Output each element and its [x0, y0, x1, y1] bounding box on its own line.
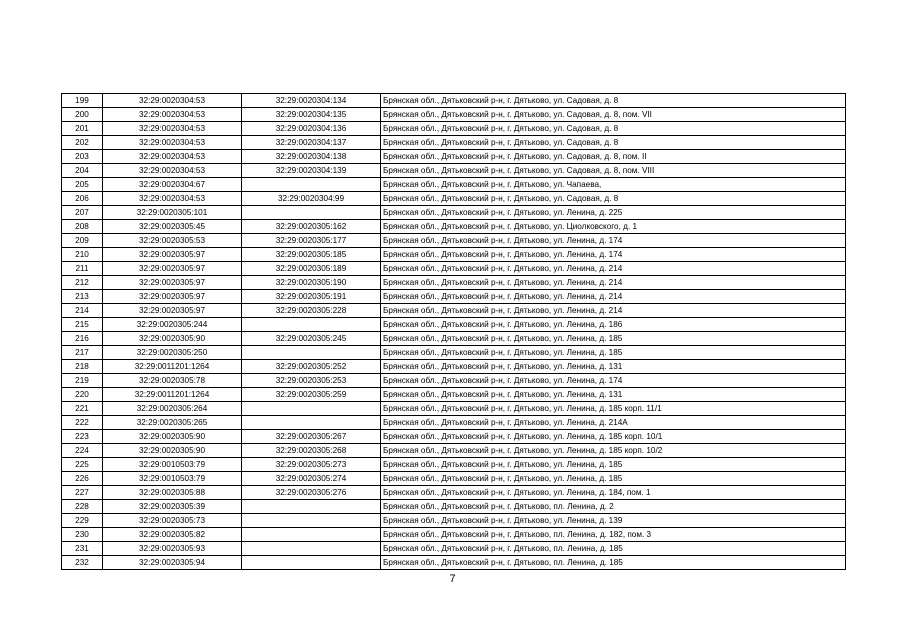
row-number-cell: 220 — [62, 388, 103, 402]
table-row — [62, 136, 846, 150]
cadastral-number-cell: 32:29:0020304:53 — [103, 164, 242, 178]
cadastral-number-cell: 32:29:0020305:90 — [103, 430, 242, 444]
row-number-cell: 219 — [62, 374, 103, 388]
cadastral-number-cell: 32:29:0020305:53 — [103, 234, 242, 248]
table-row — [62, 402, 846, 416]
object-number-cell: 32:29:0020304:138 — [242, 150, 381, 164]
object-number-cell: 32:29:0020304:134 — [242, 94, 381, 108]
object-number-cell: 32:29:0020305:177 — [242, 234, 381, 248]
table-row — [62, 276, 846, 290]
row-number-cell: 208 — [62, 220, 103, 234]
cadastral-number-cell: 32:29:0020304:53 — [103, 150, 242, 164]
object-number-cell: 32:29:0020305:228 — [242, 304, 381, 318]
cadastral-number-cell: 32:29:0020305:97 — [103, 248, 242, 262]
table-row — [62, 94, 846, 108]
table-row — [62, 416, 846, 430]
address-cell: Брянская обл., Дятьковский р-н, г. Дятьково, ул. Ленина, д. 185 — [381, 458, 846, 472]
table-row — [62, 360, 846, 374]
cadastral-number-cell: 32:29:0020305:90 — [103, 332, 242, 346]
cadastral-number-cell: 32:29:0020305:73 — [103, 514, 242, 528]
row-number-cell: 207 — [62, 206, 103, 220]
object-number-cell: 32:29:0020305:267 — [242, 430, 381, 444]
row-number-cell: 217 — [62, 346, 103, 360]
object-number-cell — [242, 318, 381, 332]
address-cell: Брянская обл., Дятьковский р-н, г. Дятьково, ул. Циолковского, д. 1 — [381, 220, 846, 234]
registry-table-body — [62, 94, 846, 570]
object-number-cell — [242, 402, 381, 416]
object-number-cell: 32:29:0020305:268 — [242, 444, 381, 458]
table-row — [62, 206, 846, 220]
row-number-cell: 205 — [62, 178, 103, 192]
cadastral-number-cell: 32:29:0010503:79 — [103, 458, 242, 472]
address-cell: Брянская обл., Дятьковский р-н, г. Дятьково, ул. Ленина, д. 214 — [381, 262, 846, 276]
address-cell: Брянская обл., Дятьковский р-н, г. Дятьково, ул. Ленина, д. 186 — [381, 318, 846, 332]
object-number-cell: 32:29:0020305:162 — [242, 220, 381, 234]
row-number-cell: 199 — [62, 94, 103, 108]
table-row — [62, 332, 846, 346]
address-cell: Брянская обл., Дятьковский р-н, г. Дятьково, ул. Ленина, д. 174 — [381, 234, 846, 248]
table-row — [62, 556, 846, 570]
cadastral-number-cell: 32:29:0020304:53 — [103, 192, 242, 206]
table-row — [62, 234, 846, 248]
object-number-cell: 32:29:0020305:189 — [242, 262, 381, 276]
cadastral-number-cell: 32:29:0020305:264 — [103, 402, 242, 416]
address-cell: Брянская обл., Дятьковский р-н, г. Дятьково, ул. Ленина, д. 185 корп. 10/2 — [381, 444, 846, 458]
table-row — [62, 500, 846, 514]
row-number-cell: 228 — [62, 500, 103, 514]
row-number-cell: 204 — [62, 164, 103, 178]
object-number-cell — [242, 346, 381, 360]
cadastral-number-cell: 32:29:0020305:244 — [103, 318, 242, 332]
row-number-cell: 213 — [62, 290, 103, 304]
object-number-cell: 32:29:0020305:253 — [242, 374, 381, 388]
cadastral-number-cell: 32:29:0020305:78 — [103, 374, 242, 388]
object-number-cell: 32:29:0020304:137 — [242, 136, 381, 150]
table-row — [62, 164, 846, 178]
table-row — [62, 318, 846, 332]
address-cell: Брянская обл., Дятьковский р-н, г. Дятьково, ул. Ленина, д. 185 корп. 10/1 — [381, 430, 846, 444]
cadastral-number-cell: 32:29:0020304:53 — [103, 136, 242, 150]
object-number-cell — [242, 206, 381, 220]
table-row — [62, 150, 846, 164]
object-number-cell: 32:29:0020305:273 — [242, 458, 381, 472]
address-cell: Брянская обл., Дятьковский р-н, г. Дятьково, пл. Ленина, д. 182, пом. 3 — [381, 528, 846, 542]
row-number-cell: 212 — [62, 276, 103, 290]
cadastral-number-cell: 32:29:0020305:97 — [103, 304, 242, 318]
row-number-cell: 214 — [62, 304, 103, 318]
page-number: 7 — [449, 573, 456, 585]
address-cell: Брянская обл., Дятьковский р-н, г. Дятьково, ул. Ленина, д. 214 — [381, 304, 846, 318]
table-row — [62, 514, 846, 528]
row-number-cell: 221 — [62, 402, 103, 416]
table-row — [62, 458, 846, 472]
address-cell: Брянская обл., Дятьковский р-н, г. Дятьково, ул. Ленина, д. 184, пом. 1 — [381, 486, 846, 500]
address-cell: Брянская обл., Дятьковский р-н, г. Дятьково, ул. Ленина, д. 214А — [381, 416, 846, 430]
address-cell: Брянская обл., Дятьковский р-н, г. Дятьково, ул. Ленина, д. 185 — [381, 346, 846, 360]
address-cell: Брянская обл., Дятьковский р-н, г. Дятьково, пл. Ленина, д. 2 — [381, 500, 846, 514]
row-number-cell: 216 — [62, 332, 103, 346]
row-number-cell: 218 — [62, 360, 103, 374]
table-row — [62, 108, 846, 122]
cadastral-number-cell: 32:29:0020304:53 — [103, 122, 242, 136]
table-row — [62, 486, 846, 500]
cadastral-number-cell: 32:29:0020305:250 — [103, 346, 242, 360]
cadastral-number-cell: 32:29:0020305:39 — [103, 500, 242, 514]
cadastral-number-cell: 32:29:0020304:53 — [103, 94, 242, 108]
cadastral-number-cell: 32:29:0020305:97 — [103, 290, 242, 304]
object-number-cell: 32:29:0020305:252 — [242, 360, 381, 374]
address-cell: Брянская обл., Дятьковский р-н, г. Дятьково, ул. Ленина, д. 185 — [381, 472, 846, 486]
cadastral-number-cell: 32:29:0020305:90 — [103, 444, 242, 458]
cadastral-number-cell: 32:29:0020304:53 — [103, 108, 242, 122]
address-cell: Брянская обл., Дятьковский р-н, г. Дятьково, ул. Ленина, д. 174 — [381, 248, 846, 262]
object-number-cell — [242, 528, 381, 542]
object-number-cell: 32:29:0020304:135 — [242, 108, 381, 122]
cadastral-number-cell: 32:29:0020305:265 — [103, 416, 242, 430]
table-row — [62, 542, 846, 556]
address-cell: Брянская обл., Дятьковский р-н, г. Дятьково, ул. Ленина, д. 185 — [381, 332, 846, 346]
object-number-cell — [242, 416, 381, 430]
row-number-cell: 211 — [62, 262, 103, 276]
address-cell: Брянская обл., Дятьковский р-н, г. Дятьково, ул. Ленина, д. 131 — [381, 388, 846, 402]
row-number-cell: 203 — [62, 150, 103, 164]
cadastral-number-cell: 32:29:0020305:93 — [103, 542, 242, 556]
cadastral-number-cell: 32:29:0011201:1264 — [103, 360, 242, 374]
address-cell: Брянская обл., Дятьковский р-н, г. Дятьково, ул. Садовая, д. 8, пом. VII — [381, 108, 846, 122]
table-row — [62, 248, 846, 262]
cadastral-number-cell: 32:29:0020305:101 — [103, 206, 242, 220]
row-number-cell: 223 — [62, 430, 103, 444]
table-row — [62, 220, 846, 234]
table-row — [62, 304, 846, 318]
address-cell: Брянская обл., Дятьковский р-н, г. Дятьково, ул. Ленина, д. 214 — [381, 276, 846, 290]
row-number-cell: 231 — [62, 542, 103, 556]
row-number-cell: 222 — [62, 416, 103, 430]
object-number-cell: 32:29:0020304:99 — [242, 192, 381, 206]
object-number-cell: 32:29:0020304:139 — [242, 164, 381, 178]
table-row — [62, 346, 846, 360]
object-number-cell — [242, 542, 381, 556]
row-number-cell: 232 — [62, 556, 103, 570]
table-row — [62, 122, 846, 136]
object-number-cell: 32:29:0020305:245 — [242, 332, 381, 346]
object-number-cell: 32:29:0020305:274 — [242, 472, 381, 486]
object-number-cell: 32:29:0020305:185 — [242, 248, 381, 262]
table-row — [62, 472, 846, 486]
table-row — [62, 178, 846, 192]
row-number-cell: 230 — [62, 528, 103, 542]
table-row — [62, 290, 846, 304]
row-number-cell: 225 — [62, 458, 103, 472]
row-number-cell: 224 — [62, 444, 103, 458]
cadastral-number-cell: 32:29:0020305:97 — [103, 262, 242, 276]
address-cell: Брянская обл., Дятьковский р-н, г. Дятьково, ул. Садовая, д. 8, пом. II — [381, 150, 846, 164]
object-number-cell — [242, 178, 381, 192]
row-number-cell: 215 — [62, 318, 103, 332]
cadastral-number-cell: 32:29:0010503:79 — [103, 472, 242, 486]
table-row — [62, 528, 846, 542]
address-cell: Брянская обл., Дятьковский р-н, г. Дятьково, ул. Садовая, д. 8 — [381, 136, 846, 150]
address-cell: Брянская обл., Дятьковский р-н, г. Дятьково, ул. Ленина, д. 225 — [381, 206, 846, 220]
address-cell: Брянская обл., Дятьковский р-н, г. Дятьково, ул. Ленина, д. 174 — [381, 374, 846, 388]
cadastral-number-cell: 32:29:0020305:94 — [103, 556, 242, 570]
table-row — [62, 192, 846, 206]
object-number-cell: 32:29:0020305:191 — [242, 290, 381, 304]
address-cell: Брянская обл., Дятьковский р-н, г. Дятьково, ул. Садовая, д. 8 — [381, 94, 846, 108]
row-number-cell: 202 — [62, 136, 103, 150]
address-cell: Брянская обл., Дятьковский р-н, г. Дятьково, пл. Ленина, д. 185 — [381, 542, 846, 556]
object-number-cell — [242, 514, 381, 528]
row-number-cell: 201 — [62, 122, 103, 136]
cadastral-number-cell: 32:29:0011201:1264 — [103, 388, 242, 402]
table-row — [62, 374, 846, 388]
address-cell: Брянская обл., Дятьковский р-н, г. Дятьково, ул. Ленина, д. 131 — [381, 360, 846, 374]
row-number-cell: 200 — [62, 108, 103, 122]
object-number-cell: 32:29:0020304:136 — [242, 122, 381, 136]
cadastral-number-cell: 32:29:0020305:97 — [103, 276, 242, 290]
registry-table — [61, 93, 846, 570]
table-row — [62, 388, 846, 402]
row-number-cell: 210 — [62, 248, 103, 262]
address-cell: Брянская обл., Дятьковский р-н, г. Дятьково, ул. Ленина, д. 139 — [381, 514, 846, 528]
cadastral-number-cell: 32:29:0020305:88 — [103, 486, 242, 500]
object-number-cell — [242, 500, 381, 514]
address-cell: Брянская обл., Дятьковский р-н, г. Дятьково, ул. Ленина, д. 185 корп. 11/1 — [381, 402, 846, 416]
object-number-cell: 32:29:0020305:190 — [242, 276, 381, 290]
object-number-cell: 32:29:0020305:276 — [242, 486, 381, 500]
address-cell: Брянская обл., Дятьковский р-н, г. Дятьково, ул. Ленина, д. 214 — [381, 290, 846, 304]
table-row — [62, 262, 846, 276]
address-cell: Брянская обл., Дятьковский р-н, г. Дятьково, ул. Чапаева, — [381, 178, 846, 192]
table-row — [62, 430, 846, 444]
address-cell: Брянская обл., Дятьковский р-н, г. Дятьково, ул. Садовая, д. 8 — [381, 192, 846, 206]
table-row — [62, 444, 846, 458]
row-number-cell: 206 — [62, 192, 103, 206]
address-cell: Брянская обл., Дятьковский р-н, г. Дятьково, ул. Садовая, д. 8, пом. VIII — [381, 164, 846, 178]
row-number-cell: 226 — [62, 472, 103, 486]
address-cell: Брянская обл., Дятьковский р-н, г. Дятьково, пл. Ленина, д. 185 — [381, 556, 846, 570]
cadastral-number-cell: 32:29:0020304:67 — [103, 178, 242, 192]
row-number-cell: 229 — [62, 514, 103, 528]
cadastral-number-cell: 32:29:0020305:82 — [103, 528, 242, 542]
object-number-cell: 32:29:0020305:259 — [242, 388, 381, 402]
object-number-cell — [242, 556, 381, 570]
row-number-cell: 209 — [62, 234, 103, 248]
address-cell: Брянская обл., Дятьковский р-н, г. Дятьково, ул. Садовая, д. 8 — [381, 122, 846, 136]
cadastral-number-cell: 32:29:0020305:45 — [103, 220, 242, 234]
row-number-cell: 227 — [62, 486, 103, 500]
